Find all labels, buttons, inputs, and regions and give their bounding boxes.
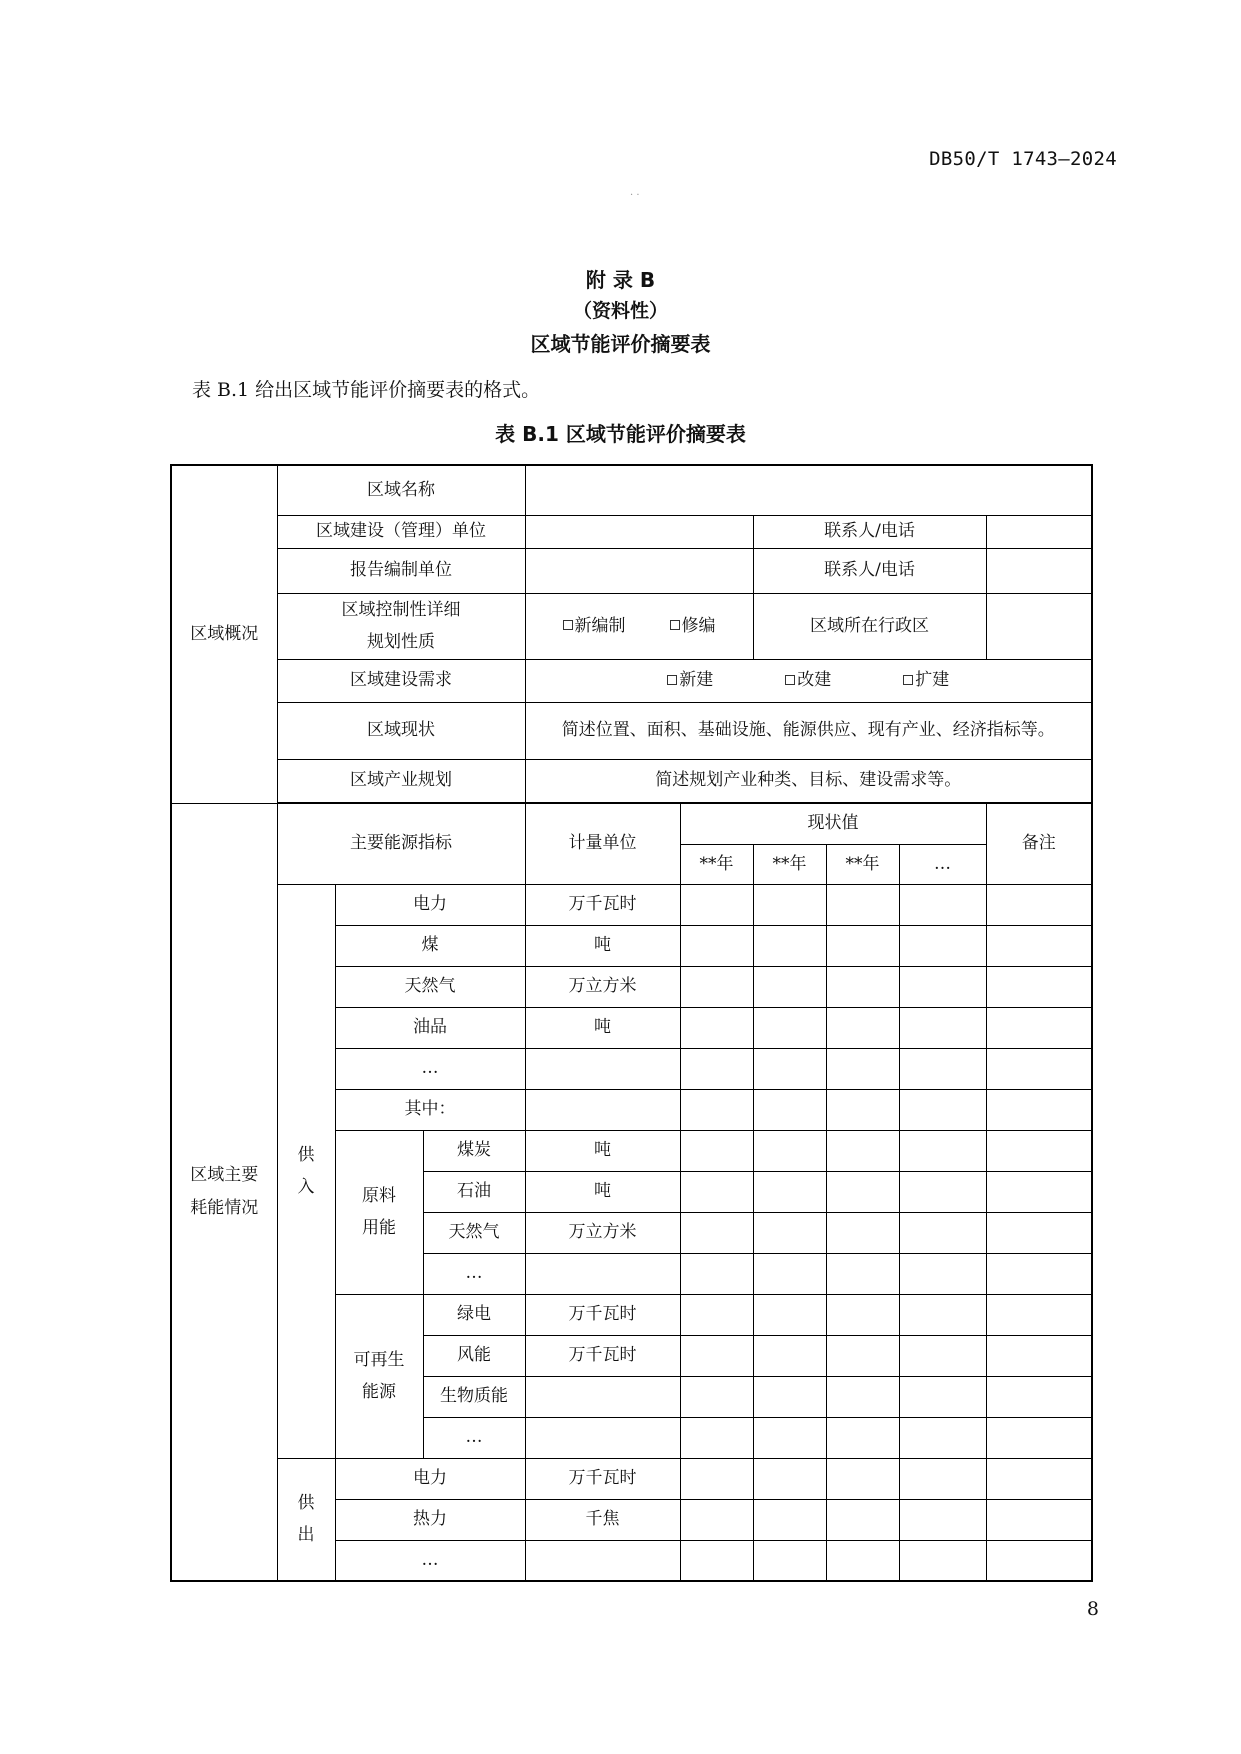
renewable-label bbox=[335, 1294, 423, 1458]
plan-nature-options bbox=[525, 593, 753, 659]
page-number: 8 bbox=[1086, 1598, 1099, 1620]
of-which-label: 其中： bbox=[335, 1089, 525, 1130]
item-name: 石油 bbox=[423, 1171, 525, 1212]
status-description: 简述位置、面积、基础设施、能源供应、现有产业、经济指标等。 bbox=[525, 702, 1092, 759]
table-row bbox=[171, 884, 1092, 925]
option-revise-plan: 修编 bbox=[681, 615, 716, 636]
checkbox-new-plan[interactable] bbox=[563, 620, 573, 630]
reporter-label: 报告编制单位 bbox=[277, 548, 525, 593]
year-header-more: … bbox=[899, 844, 986, 884]
checkbox-new-build[interactable] bbox=[667, 675, 677, 685]
item-unit: 万千瓦时 bbox=[525, 1294, 680, 1335]
item-unit: 吨 bbox=[525, 925, 680, 966]
option-new-plan: 新编制 bbox=[574, 615, 626, 636]
indicator-header: 主要能源指标 bbox=[277, 803, 525, 884]
builder-contact-value bbox=[986, 515, 1092, 548]
renew-line2: 能源 bbox=[362, 1382, 396, 1402]
item-name: … bbox=[423, 1417, 525, 1458]
demand-options bbox=[525, 659, 1092, 702]
item-name: … bbox=[335, 1048, 525, 1089]
document-code: DB50/T 1743—2024 bbox=[929, 148, 1117, 170]
table-row bbox=[171, 548, 1092, 593]
table-caption: 表 B.1 区域节能评价摘要表 bbox=[495, 422, 746, 446]
reporter-contact-label: 联系人/电话 bbox=[753, 548, 986, 593]
current-value-header: 现状值 bbox=[680, 803, 986, 844]
table-row bbox=[171, 1458, 1092, 1499]
table-row bbox=[171, 759, 1092, 802]
overview-group-label: 区域概况 bbox=[171, 465, 277, 803]
supply-out-label bbox=[277, 1458, 335, 1581]
status-label: 区域现状 bbox=[277, 702, 525, 759]
option-expand: 扩建 bbox=[915, 670, 950, 691]
supply-out-line1: 供 bbox=[297, 1492, 315, 1513]
appendix-label: 附 录 B bbox=[585, 268, 656, 292]
table-row bbox=[171, 659, 1092, 702]
item-name: … bbox=[423, 1253, 525, 1294]
admin-region-value bbox=[986, 593, 1092, 659]
summary-table bbox=[170, 464, 1093, 1582]
plan-nature-label bbox=[277, 593, 525, 659]
item-unit: 千焦 bbox=[525, 1499, 680, 1540]
year-header: **年 bbox=[826, 844, 899, 884]
region-name-value bbox=[525, 465, 1092, 515]
item-name: 风能 bbox=[423, 1335, 525, 1376]
industry-description: 简述规划产业种类、目标、建设需求等。 bbox=[525, 759, 1092, 802]
year-header: **年 bbox=[680, 844, 753, 884]
item-unit: 吨 bbox=[525, 1171, 680, 1212]
industry-label: 区域产业规划 bbox=[277, 759, 525, 802]
item-unit: 吨 bbox=[525, 1130, 680, 1171]
option-new-build: 新建 bbox=[679, 670, 714, 691]
item-unit bbox=[525, 1540, 680, 1581]
item-unit: 万千瓦时 bbox=[525, 1458, 680, 1499]
region-name-label: 区域名称 bbox=[277, 465, 525, 515]
energy-group-line1: 区域主要 bbox=[190, 1165, 259, 1186]
checkbox-expand[interactable] bbox=[903, 675, 913, 685]
item-name: 热力 bbox=[335, 1499, 525, 1540]
unit-header: 计量单位 bbox=[525, 803, 680, 884]
item-name: 煤 bbox=[335, 925, 525, 966]
item-unit bbox=[525, 1253, 680, 1294]
supply-in-label bbox=[277, 884, 335, 1458]
item-unit bbox=[525, 1417, 680, 1458]
checkbox-rebuild[interactable] bbox=[785, 675, 795, 685]
reporter-contact-value bbox=[986, 548, 1092, 593]
energy-group-line2: 耗能情况 bbox=[190, 1197, 259, 1218]
reporter-value bbox=[525, 548, 753, 593]
appendix-nature: （资料性） bbox=[572, 300, 668, 322]
item-name: 油品 bbox=[335, 1007, 525, 1048]
plan-nature-line2: 规划性质 bbox=[367, 632, 436, 652]
table-row bbox=[171, 702, 1092, 759]
item-name: 天然气 bbox=[335, 966, 525, 1007]
item-unit: 万立方米 bbox=[525, 1212, 680, 1253]
item-name: 煤炭 bbox=[423, 1130, 525, 1171]
energy-group-label bbox=[171, 803, 277, 1581]
item-name: 绿电 bbox=[423, 1294, 525, 1335]
checkbox-revise-plan[interactable] bbox=[670, 620, 680, 630]
item-unit bbox=[525, 1048, 680, 1089]
supply-out-line2: 出 bbox=[297, 1525, 315, 1546]
raw-line2: 用能 bbox=[362, 1218, 396, 1238]
renew-line1: 可再生 bbox=[353, 1349, 405, 1370]
table-row bbox=[171, 465, 1092, 515]
item-unit: 万千瓦时 bbox=[525, 884, 680, 925]
item-unit: 吨 bbox=[525, 1007, 680, 1048]
plan-nature-line1: 区域控制性详细 bbox=[341, 599, 461, 620]
intro-paragraph: 表 B.1 给出区域节能评价摘要表的格式。 bbox=[192, 379, 541, 401]
builder-contact-label: 联系人/电话 bbox=[753, 515, 986, 548]
appendix-title: 区域节能评价摘要表 bbox=[530, 332, 711, 356]
table-row bbox=[171, 803, 1092, 844]
item-name: 天然气 bbox=[423, 1212, 525, 1253]
raw-line1: 原料 bbox=[362, 1185, 396, 1206]
admin-region-label: 区域所在行政区 bbox=[753, 593, 986, 659]
item-name: 电力 bbox=[335, 1458, 525, 1499]
supply-in-line1: 供 bbox=[297, 1144, 315, 1165]
item-name: 生物质能 bbox=[423, 1376, 525, 1417]
year-header: **年 bbox=[753, 844, 826, 884]
item-name: 电力 bbox=[335, 884, 525, 925]
table-row bbox=[171, 593, 1092, 659]
option-rebuild: 改建 bbox=[797, 670, 832, 691]
remarks-header: 备注 bbox=[986, 803, 1092, 884]
supply-in-line2: 入 bbox=[297, 1177, 315, 1197]
item-name: … bbox=[335, 1540, 525, 1581]
raw-material-label bbox=[335, 1130, 423, 1294]
table-row bbox=[171, 515, 1092, 548]
item-unit: 万立方米 bbox=[525, 966, 680, 1007]
item-unit: 万千瓦时 bbox=[525, 1335, 680, 1376]
item-unit bbox=[525, 1376, 680, 1417]
builder-value bbox=[525, 515, 753, 548]
decorative-dots: · · bbox=[630, 190, 640, 201]
demand-label: 区域建设需求 bbox=[277, 659, 525, 702]
builder-label: 区域建设（管理）单位 bbox=[277, 515, 525, 548]
